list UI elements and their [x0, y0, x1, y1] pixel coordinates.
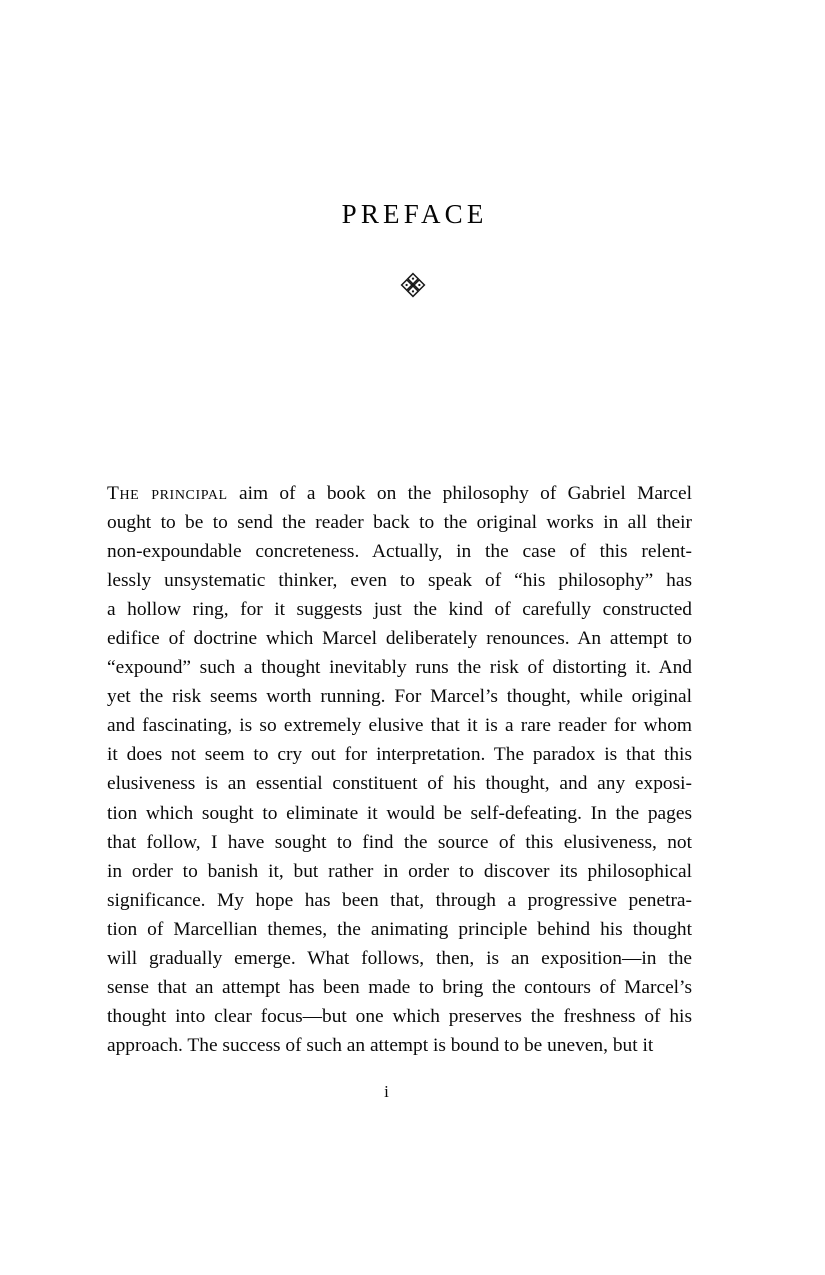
body-line: ought to be to send the reader back to the original works in all their [107, 512, 692, 534]
preface-body [107, 479, 692, 1060]
body-line: yet the risk seems worth running. For Marcel’s thought, while original [107, 686, 692, 708]
body-line: it does not seem to cry out for interpretation. The paradox is that this [107, 744, 692, 766]
body-line: elusiveness is an essential constituent of his thought, and any exposi- [107, 773, 692, 795]
body-line: “expound” such a thought inevitably runs the risk of distorting it. And [107, 657, 692, 679]
body-line: in order to banish it, but rather in order to discover its philosophical [107, 860, 692, 882]
body-line: a hollow ring, for it suggests just the kind of carefully constructed [107, 599, 692, 621]
page-number: i [384, 1082, 389, 1101]
body-line: significance. My hope has been that, through a progressive penetra- [107, 889, 692, 911]
body-line: non-expoundable concreteness. Actually, in the case of this relent- [107, 541, 692, 563]
preface-paragraph [107, 479, 692, 1060]
body-line [107, 479, 692, 508]
body-line-text: aim of a book on the philosophy of Gabriel Marcel [239, 483, 692, 504]
body-line: tion of Marcellian themes, the animating principle behind his thought [107, 918, 692, 940]
ornament-divider [0, 272, 825, 298]
body-line: approach. The success of such an attempt is bound to be uneven, but it [107, 1034, 654, 1056]
body-line: and fascinating, is so extremely elusive that it is a rare reader for whom [107, 715, 692, 737]
body-line: lessly unsystematic thinker, even to speak of “his philosophy” has [107, 570, 692, 592]
body-line: that follow, I have sought to find the source of this elusiveness, not [107, 831, 692, 853]
small-caps-lead-in: The principal [107, 483, 228, 504]
body-line: thought into clear focus—but one which preserves the freshness of his [107, 1005, 692, 1027]
body-line: sense that an attempt has been made to bring the contours of Marcel’s [107, 976, 692, 998]
body-line: will gradually emerge. What follows, then, is an exposition—in the [107, 947, 692, 969]
quatrefoil-fleuron-icon [400, 272, 426, 298]
page-title: PREFACE [341, 199, 488, 230]
body-line: edifice of doctrine which Marcel deliberately renounces. An attempt to [107, 628, 692, 650]
body-line: tion which sought to eliminate it would be self-defeating. In the pages [107, 802, 692, 824]
